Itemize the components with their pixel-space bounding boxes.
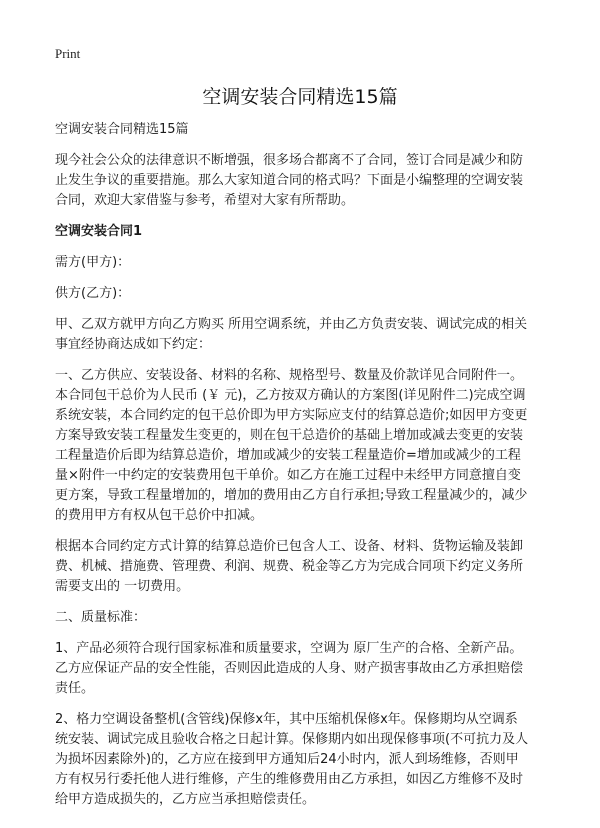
paragraph: 二、质量标准： [55,610,147,625]
paragraph: 根据本合同约定方式计算的结算总造价已包含人工、设备、材料、货物运输及装卸费、机械、措施费、管理费、利润、规费、税金等乙方为完成合同项下约定义务所需要支出的 一切费用。 [55,539,524,594]
document-body [55,120,529,821]
supplier-field: 供方(乙方)： [55,286,131,301]
subtitle: 空调安装合同精选15篇 [55,122,189,137]
paragraph: 2、格力空调设备整机(含管线)保修x年，其中压缩机保修x年。保修期均从空调系统安装、调试完成且验收合格之日起计算。保修期内如出现保修事项(不可抗力及人为损坏因素除外)的，乙方应在接到甲方通知后24小时内，派人到场维修，否则甲方有权另行委托他人进行维修，产生的维修费用由乙方承担，如因乙方维修不及时给甲方造成损失的，乙方应当承担赔偿责任。 [55,712,529,807]
paragraph: 1、产品必须符合现行国家标准和质量要求，空调为 原厂生产的合格、全新产品。乙方应保证产品的安全性能，否则因此造成的人身、财产损害事故由乙方承担赔偿责任。 [55,641,524,696]
buyer-field: 需方(甲方)： [55,255,131,270]
paragraph: 甲、乙双方就甲方向乙方购买 所用空调系统，并由乙方负责安装、调试完成的相关事宜经协商达成如下约定： [55,317,528,352]
page-title: 空调安装合同精选15篇 [202,86,398,108]
section-heading: 空调安装合同1 [55,224,143,239]
intro-paragraph: 现今社会公众的法律意识不断增强，很多场合都离不了合同，签订合同是减少和防止发生争议的重要措施。那么大家知道合同的格式吗？下面是小编整理的空调安装合同，欢迎大家借鉴与参考，希望对大家有所帮助。 [55,153,524,208]
paragraph: 一、乙方供应、安装设备、材料的名称、规格型号、数量及价款详见合同附件一。本合同包干总价为人民币 (￥ 元)，乙方按双方确认的方案图(详见附件二)完成空调系统安装，本合同约定的包干总价即为甲方实际应支付的结算总造价;如因甲方变更方案导致安装工程量发生变更的，则在包干总造价的基础上增加或减去变更的安装工程量造价后即为结算总造价，增加或减少的安装工程量造价=增加或减少的工程量×附件一中约定的安装费用包干单价。如乙方在施工过程中未经甲方同意擅自变更方案，导致工程量增加的，增加的费用由乙方自行承担;导致工程量减少的，减少的费用甲方有权从包干总价中扣减。 [55,368,528,523]
print-link[interactable]: Print [55,46,81,61]
